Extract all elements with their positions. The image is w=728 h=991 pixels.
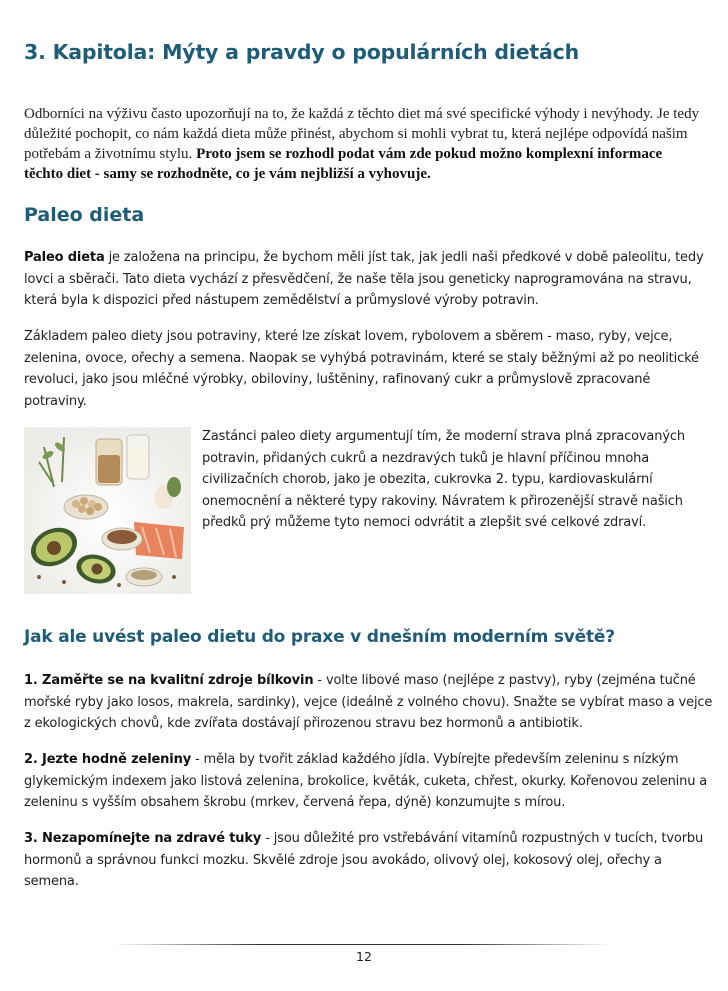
paleo-term: Paleo dieta bbox=[24, 250, 105, 265]
paleo-paragraph-1-text: je založena na principu, že bychom měli jíst tak, jak jedli naši předkové v době paleolitu, tedy lovci a sběrači. Tato dieta vychází z přesvědčení, že naše těla jsou geneticky naprogramována na stravu, která byla k dispozici před nástupem zemědělství a průmyslové výroby potravin. bbox=[24, 250, 704, 308]
intro-paragraph bbox=[24, 104, 704, 184]
paleo-food-illustration bbox=[24, 427, 191, 594]
tip-2 bbox=[24, 749, 714, 814]
tip-2-title: 2. Jezte hodně zeleniny bbox=[24, 752, 192, 767]
paleo-paragraph-2: Základem paleo diety jsou potraviny, které lze získat lovem, rybolovem a sběrem - maso, ryby, vejce, zelenina, ovoce, ořechy a semena. Naopak se vyhýbá potravinám, které se staly běžnými až po neolitické revoluci, jako jsou mléčné výrobky, obiloviny, luštěniny, rafinovaný cukr a průmyslově zpracované potraviny. bbox=[24, 329, 699, 409]
tip-1-title: 1. Zaměřte se na kvalitní zdroje bílkovin bbox=[24, 673, 314, 688]
chapter-title: 3. Kapitola: Mýty a pravdy o populárních dietách bbox=[24, 40, 579, 64]
tip-1-text: - volte libové maso (nejlépe z pastvy), ryby (zejména tučné mořské ryby jako losos, makrela, sardinky), vejce (ideálně z volného chovu). Snažte se vybírat maso a vejce z ekologických chovů, kde zvířata dostávají přirozenou stravu bez hormonů a antibiotik. bbox=[24, 673, 713, 731]
tip-3 bbox=[24, 828, 714, 893]
intro-text: Odborníci na výživu často upozorňují na to, že každá z těchto diet má své specifické výhody i nevýhody. Je tedy důležité pochopit, co nám každá dieta může přinést, abychom si mohli vybrat tu, která nejlépe odpovídá našim potřebám a životnímu stylu. bbox=[24, 106, 700, 162]
paleo-paragraph-3: Zastánci paleo diety argumentují tím, že moderní strava plná zpracovaných potravin, přidaných cukrů a nezdravých tuků je hlavní příčinou mnoha civilizačních chorob, jako je obezita, cukrovka 2. typu, kardiovaskulární onemocnění a některé typy rakoviny. Návratem k přirozenější stravě našich předků prý můžeme tyto nemoci odvrátit a zlepšit své celkové zdraví. bbox=[202, 429, 685, 530]
intro-bold-text: Proto jsem se rozhodl podat vám zde pokud možno komplexní informace těchto diet - samy se rozhodněte, co je vám nejbližší a vyhovuje. bbox=[24, 146, 663, 182]
tip-2-text: - měla by tvořit základ každého jídla. Vybírejte především zeleninu s nízkým glykemickým indexem jako listová zelenina, brokolice, květák, cuketa, chřest, okurky. Kořenovou zeleninu a zeleninu s vyšším obsahem škrobu (mrkev, červená řepa, dýně) konzumujte s mírou. bbox=[24, 752, 708, 810]
tip-3-title: 3. Nezapomínejte na zdravé tuky bbox=[24, 831, 262, 846]
practice-heading: Jak ale uvést paleo dietu do praxe v dnešním moderním světě? bbox=[24, 627, 615, 647]
tip-1 bbox=[24, 670, 714, 735]
paleo-paragraph-1 bbox=[24, 247, 714, 312]
tip-3-text: - jsou důležité pro vstřebávání vitamínů rozpustných v tucích, tvorbu hormonů a správnou funkci mozku. Skvělé zdroje jsou avokádo, olivový olej, kokosový olej, ořechy a semena. bbox=[24, 831, 704, 889]
page-number: 12 bbox=[356, 949, 372, 964]
paleo-heading: Paleo dieta bbox=[24, 204, 145, 226]
footer-divider bbox=[112, 944, 612, 945]
paleo-food-image bbox=[24, 427, 191, 594]
